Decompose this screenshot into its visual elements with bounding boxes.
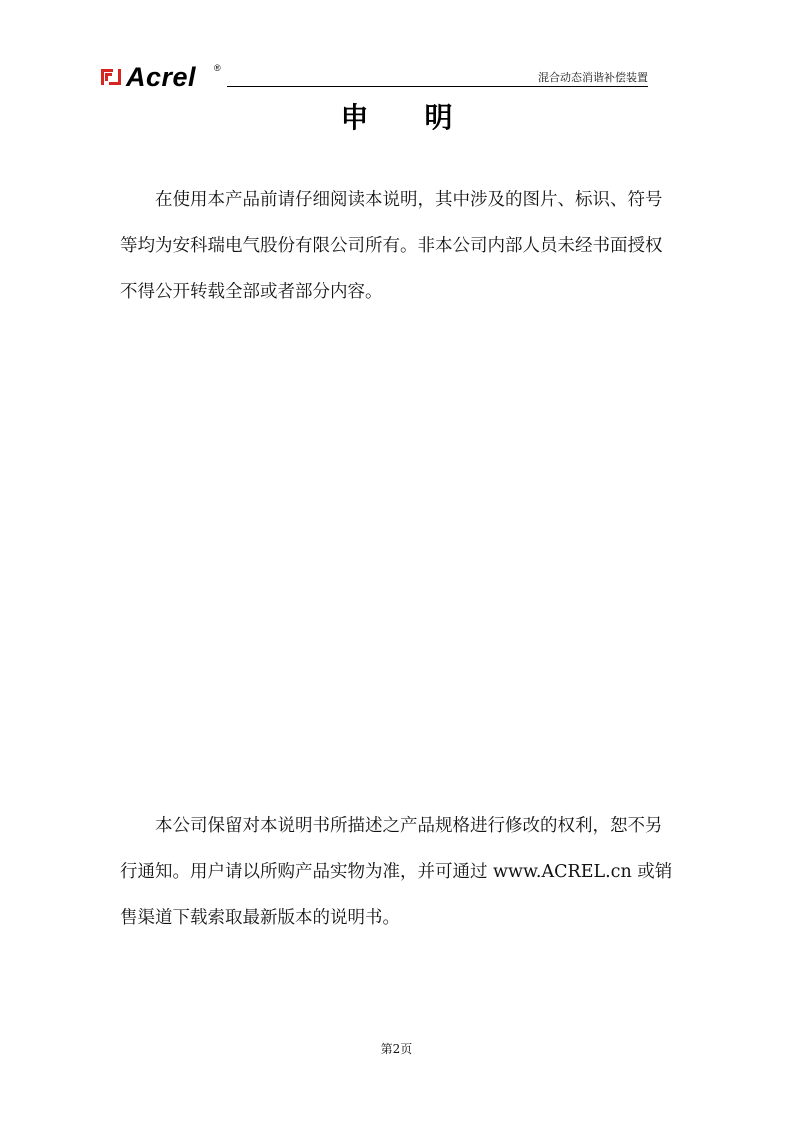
header-product-name: 混合动态消谐补偿装置 xyxy=(538,71,648,84)
header-rule xyxy=(227,86,648,87)
page-header xyxy=(100,62,648,92)
brand-name: Acrel xyxy=(126,62,197,92)
page-title: 申 明 xyxy=(340,101,453,134)
revision-paragraph: 本公司保留对本说明书所描述之产品规格进行修改的权利，恕不另行通知。用户请以所购产品实物为准，并可通过 www.ACREL.cn 或销售渠道下载索取最新版本的说明书。 xyxy=(120,816,673,928)
page-number: 第2页 xyxy=(380,1042,413,1056)
acrel-logo xyxy=(100,62,196,92)
acrel-logo-icon xyxy=(100,66,122,88)
registered-mark: ® xyxy=(214,63,221,73)
disclaimer-paragraph: 在使用本产品前请仔细阅读本说明，其中涉及的图片、标识、符号等均为安科瑞电气股份有限公司所有。非本公司内部人员未经书面授权不得公开转载全部或者部分内容。 xyxy=(120,190,663,302)
